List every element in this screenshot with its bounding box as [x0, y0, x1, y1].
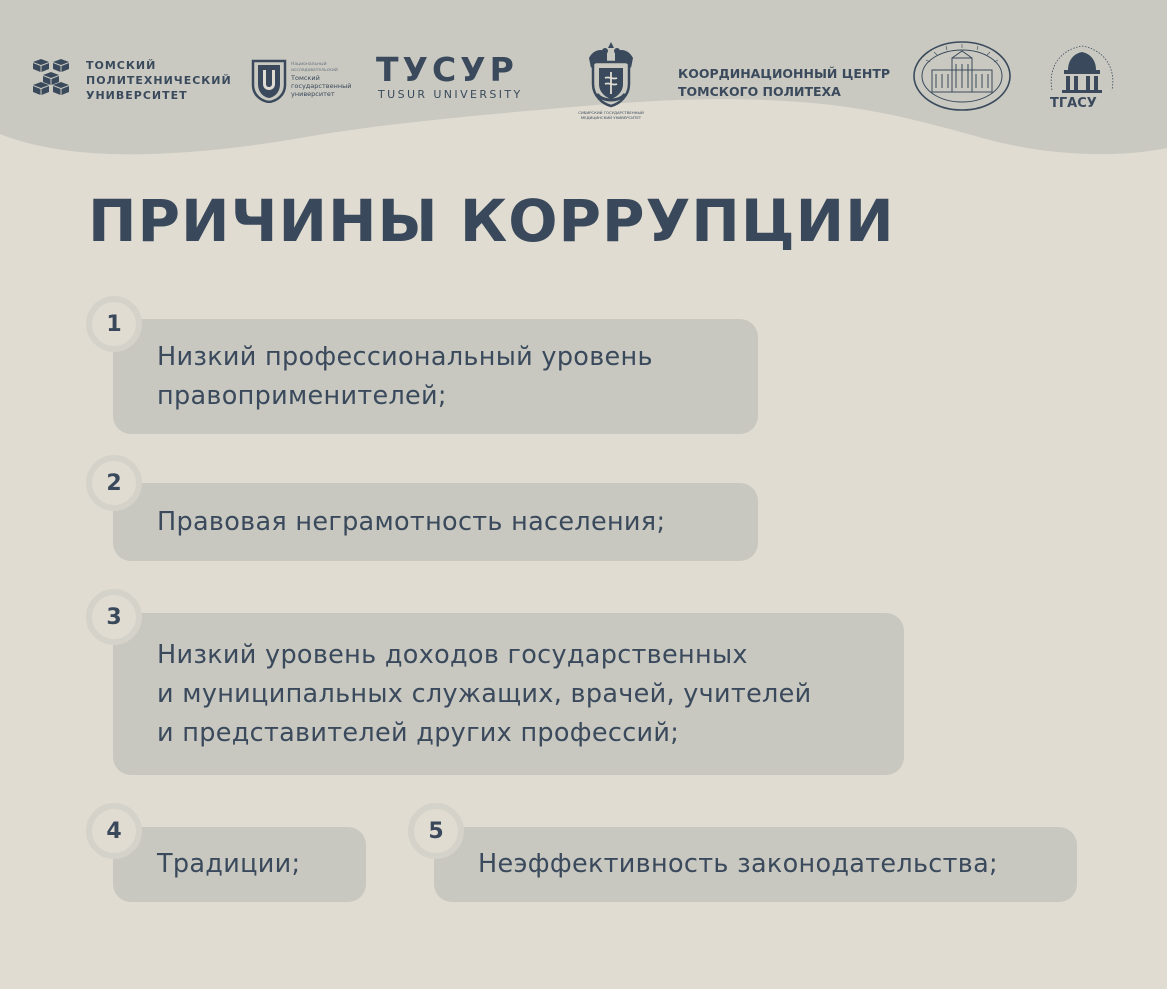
- ssmu-caption: СИБИРСКИЙ ГОСУДАРСТВЕННЫЙ МЕДИЦИНСКИЙ УНИВЕРСИТЕТ: [578, 110, 644, 120]
- ssmu-crest-icon: [583, 40, 639, 110]
- cause-number-badge-4: 4: [86, 803, 142, 859]
- cause-number-badge-1: 1: [86, 296, 142, 352]
- tpu-logo-icon: [31, 59, 73, 101]
- tusur-logo-subtitle: TUSUR UNIVERSITY: [378, 88, 523, 101]
- tgasu-emblem-icon: [1044, 40, 1120, 98]
- tgu-logo-icon: [249, 59, 289, 103]
- cause-number-badge-3: 3: [86, 589, 142, 645]
- coordination-center-text: КООРДИНАЦИОННЫЙ ЦЕНТР ТОМСКОГО ПОЛИТЕХА: [678, 66, 891, 99]
- cause-number-badge-2: 2: [86, 455, 142, 511]
- cause-card-4: [113, 827, 366, 902]
- cause-text-2: Правовая неграмотность населения;: [157, 506, 666, 537]
- tgasu-label: ТГАСУ: [1050, 96, 1097, 111]
- cause-card-2: [113, 483, 758, 561]
- page-title: ПРИЧИНЫ КОРРУПЦИИ: [88, 187, 895, 255]
- tgu-logo-text: Национальный исследовательский Томский государственный университет: [291, 62, 352, 98]
- cause-text-3: Низкий уровень доходов государственных и муниципальных служащих, врачей, учителей и представителей других профессий;: [157, 639, 812, 748]
- cause-card-1: [113, 319, 758, 434]
- cause-text-4: Традиции;: [157, 849, 301, 879]
- cause-text-5: Неэффективность законодательства;: [478, 849, 998, 879]
- tpu-logo-text: ТОМСКИЙ ПОЛИТЕХНИЧЕСКИЙ УНИВЕРСИТЕТ: [86, 59, 232, 102]
- tgpu-seal-icon: [912, 40, 1012, 112]
- cause-number-badge-5: 5: [408, 803, 464, 859]
- cause-card-5: [434, 827, 1077, 902]
- tusur-logo-title: ТУСУР: [376, 50, 518, 89]
- cause-card-3: [113, 613, 904, 775]
- cause-text-1: Низкий профессиональный уровень правоприменителей;: [157, 341, 653, 411]
